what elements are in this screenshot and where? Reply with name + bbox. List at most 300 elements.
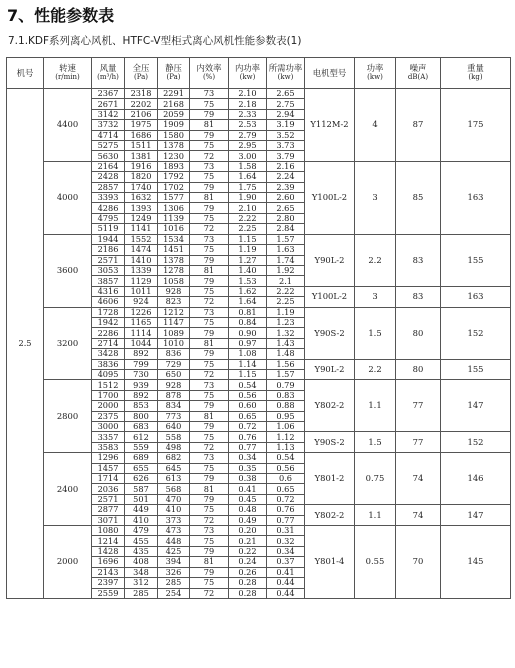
required-power-cell: 0.54 xyxy=(267,453,305,463)
efficiency-cell: 72 xyxy=(190,297,229,307)
airflow-cell: 3857 xyxy=(92,276,125,286)
static-pressure-cell: 1702 xyxy=(158,182,190,192)
noise-cell: 85 xyxy=(396,161,441,234)
static-pressure-cell: 285 xyxy=(158,578,190,588)
internal-power-cell: 0.22 xyxy=(229,546,267,556)
efficiency-cell: 79 xyxy=(190,328,229,338)
efficiency-cell: 73 xyxy=(190,161,229,171)
efficiency-cell: 72 xyxy=(190,151,229,161)
efficiency-cell: 79 xyxy=(190,494,229,504)
section-title: 7、性能参数表 xyxy=(7,6,115,25)
noise-cell: 83 xyxy=(396,286,441,307)
static-pressure-cell: 1147 xyxy=(158,317,190,327)
efficiency-cell: 75 xyxy=(190,359,229,369)
motor-power-cell: 3 xyxy=(355,286,396,307)
internal-power-cell: 2.33 xyxy=(229,109,267,119)
total-pressure-cell: 479 xyxy=(125,526,158,536)
motor-power-cell: 1.5 xyxy=(355,307,396,359)
motor-power-cell: 1.1 xyxy=(355,380,396,432)
header-machine-no: 机号 xyxy=(7,58,44,89)
airflow-cell: 1214 xyxy=(92,536,125,546)
static-pressure-cell: 473 xyxy=(158,526,190,536)
motor-power-cell: 0.75 xyxy=(355,453,396,505)
total-pressure-cell: 1129 xyxy=(125,276,158,286)
airflow-cell: 2857 xyxy=(92,182,125,192)
weight-cell: 163 xyxy=(441,286,511,307)
static-pressure-cell: 558 xyxy=(158,432,190,442)
internal-power-cell: 0.54 xyxy=(229,380,267,390)
speed-cell: 2800 xyxy=(44,380,92,453)
airflow-cell: 2714 xyxy=(92,338,125,348)
airflow-cell: 3357 xyxy=(92,432,125,442)
internal-power-cell: 2.79 xyxy=(229,130,267,140)
noise-cell: 87 xyxy=(396,89,441,162)
weight-cell: 152 xyxy=(441,307,511,359)
total-pressure-cell: 799 xyxy=(125,359,158,369)
total-pressure-cell: 1552 xyxy=(125,234,158,244)
airflow-cell: 3071 xyxy=(92,515,125,525)
static-pressure-cell: 1230 xyxy=(158,151,190,161)
static-pressure-cell: 394 xyxy=(158,557,190,567)
total-pressure-cell: 449 xyxy=(125,505,158,515)
internal-power-cell: 1.75 xyxy=(229,182,267,192)
required-power-cell: 2.22 xyxy=(267,286,305,296)
motor-power-cell: 1.1 xyxy=(355,505,396,526)
required-power-cell: 0.95 xyxy=(267,411,305,421)
total-pressure-cell: 1339 xyxy=(125,265,158,275)
required-power-cell: 1.12 xyxy=(267,432,305,442)
header-motor-model: 电机型号 xyxy=(305,58,355,89)
weight-cell: 147 xyxy=(441,505,511,526)
weight-cell: 175 xyxy=(441,89,511,162)
efficiency-cell: 75 xyxy=(190,172,229,182)
internal-power-cell: 2.18 xyxy=(229,99,267,109)
motor-power-cell: 1.5 xyxy=(355,432,396,453)
motor-model-cell: Y90S-2 xyxy=(305,307,355,359)
total-pressure-cell: 1249 xyxy=(125,213,158,223)
efficiency-cell: 79 xyxy=(190,130,229,140)
speed-cell: 2000 xyxy=(44,526,92,599)
efficiency-cell: 75 xyxy=(190,286,229,296)
airflow-cell: 1728 xyxy=(92,307,125,317)
internal-power-cell: 0.49 xyxy=(229,515,267,525)
static-pressure-cell: 834 xyxy=(158,401,190,411)
efficiency-cell: 75 xyxy=(190,245,229,255)
total-pressure-cell: 1511 xyxy=(125,141,158,151)
efficiency-cell: 75 xyxy=(190,99,229,109)
total-pressure-cell: 435 xyxy=(125,546,158,556)
airflow-cell: 4316 xyxy=(92,286,125,296)
weight-cell: 155 xyxy=(441,234,511,286)
efficiency-cell: 72 xyxy=(190,442,229,452)
total-pressure-cell: 1820 xyxy=(125,172,158,182)
static-pressure-cell: 1306 xyxy=(158,203,190,213)
airflow-cell: 4795 xyxy=(92,213,125,223)
total-pressure-cell: 1393 xyxy=(125,203,158,213)
required-power-cell: 0.88 xyxy=(267,401,305,411)
required-power-cell: 1.13 xyxy=(267,442,305,452)
required-power-cell: 0.37 xyxy=(267,557,305,567)
airflow-cell: 1700 xyxy=(92,390,125,400)
airflow-cell: 4714 xyxy=(92,130,125,140)
airflow-cell: 1428 xyxy=(92,546,125,556)
speed-cell: 4000 xyxy=(44,161,92,234)
static-pressure-cell: 928 xyxy=(158,380,190,390)
header-airflow: 风量 (m³/h) xyxy=(92,58,125,89)
required-power-cell: 1.56 xyxy=(267,359,305,369)
efficiency-cell: 75 xyxy=(190,141,229,151)
total-pressure-cell: 1474 xyxy=(125,245,158,255)
table-row xyxy=(7,380,511,390)
motor-model-cell: Y90S-2 xyxy=(305,432,355,453)
total-pressure-cell: 1011 xyxy=(125,286,158,296)
noise-cell: 74 xyxy=(396,505,441,526)
total-pressure-cell: 1632 xyxy=(125,193,158,203)
airflow-cell: 1296 xyxy=(92,453,125,463)
internal-power-cell: 0.20 xyxy=(229,526,267,536)
static-pressure-cell: 448 xyxy=(158,536,190,546)
internal-power-cell: 1.64 xyxy=(229,297,267,307)
airflow-cell: 2036 xyxy=(92,484,125,494)
total-pressure-cell: 1975 xyxy=(125,120,158,130)
header-total-pressure: 全压 (Pa) xyxy=(125,58,158,89)
internal-power-cell: 0.45 xyxy=(229,494,267,504)
static-pressure-cell: 1278 xyxy=(158,265,190,275)
efficiency-cell: 72 xyxy=(190,369,229,379)
motor-model-cell: Y90L-2 xyxy=(305,359,355,380)
motor-power-cell: 0.55 xyxy=(355,526,396,599)
weight-cell: 155 xyxy=(441,359,511,380)
efficiency-cell: 73 xyxy=(190,234,229,244)
motor-power-cell: 3 xyxy=(355,161,396,234)
efficiency-cell: 79 xyxy=(190,349,229,359)
static-pressure-cell: 1893 xyxy=(158,161,190,171)
required-power-cell: 1.57 xyxy=(267,234,305,244)
internal-power-cell: 1.15 xyxy=(229,369,267,379)
header-noise: 噪声 dB(A) xyxy=(396,58,441,89)
airflow-cell: 5630 xyxy=(92,151,125,161)
total-pressure-cell: 285 xyxy=(125,588,158,598)
internal-power-cell: 1.90 xyxy=(229,193,267,203)
total-pressure-cell: 348 xyxy=(125,567,158,577)
required-power-cell: 0.79 xyxy=(267,380,305,390)
total-pressure-cell: 626 xyxy=(125,474,158,484)
static-pressure-cell: 1451 xyxy=(158,245,190,255)
internal-power-cell: 2.22 xyxy=(229,213,267,223)
total-pressure-cell: 1410 xyxy=(125,255,158,265)
weight-cell: 145 xyxy=(441,526,511,599)
static-pressure-cell: 2291 xyxy=(158,89,190,99)
total-pressure-cell: 2202 xyxy=(125,99,158,109)
required-power-cell: 0.31 xyxy=(267,526,305,536)
airflow-cell: 4095 xyxy=(92,369,125,379)
noise-cell: 80 xyxy=(396,307,441,359)
required-power-cell: 1.43 xyxy=(267,338,305,348)
efficiency-cell: 73 xyxy=(190,453,229,463)
total-pressure-cell: 800 xyxy=(125,411,158,421)
total-pressure-cell: 455 xyxy=(125,536,158,546)
total-pressure-cell: 683 xyxy=(125,422,158,432)
required-power-cell: 1.74 xyxy=(267,255,305,265)
total-pressure-cell: 924 xyxy=(125,297,158,307)
static-pressure-cell: 645 xyxy=(158,463,190,473)
internal-power-cell: 2.25 xyxy=(229,224,267,234)
required-power-cell: 0.56 xyxy=(267,463,305,473)
airflow-cell: 2877 xyxy=(92,505,125,515)
total-pressure-cell: 1044 xyxy=(125,338,158,348)
efficiency-cell: 79 xyxy=(190,203,229,213)
internal-power-cell: 0.48 xyxy=(229,505,267,515)
required-power-cell: 2.39 xyxy=(267,182,305,192)
required-power-cell: 1.48 xyxy=(267,349,305,359)
static-pressure-cell: 650 xyxy=(158,369,190,379)
motor-model-cell: Y90L-2 xyxy=(305,234,355,286)
airflow-cell: 2143 xyxy=(92,567,125,577)
speed-cell: 3600 xyxy=(44,234,92,307)
efficiency-cell: 79 xyxy=(190,474,229,484)
efficiency-cell: 81 xyxy=(190,193,229,203)
total-pressure-cell: 410 xyxy=(125,515,158,525)
motor-model-cell: Y100L-2 xyxy=(305,161,355,234)
required-power-cell: 3.79 xyxy=(267,151,305,161)
efficiency-cell: 79 xyxy=(190,182,229,192)
required-power-cell: 2.1 xyxy=(267,276,305,286)
airflow-cell: 1942 xyxy=(92,317,125,327)
required-power-cell: 0.41 xyxy=(267,567,305,577)
motor-model-cell: Y802-2 xyxy=(305,380,355,432)
static-pressure-cell: 1378 xyxy=(158,141,190,151)
required-power-cell: 0.72 xyxy=(267,494,305,504)
static-pressure-cell: 1212 xyxy=(158,307,190,317)
motor-model-cell: Y801-2 xyxy=(305,453,355,505)
static-pressure-cell: 1909 xyxy=(158,120,190,130)
efficiency-cell: 72 xyxy=(190,224,229,234)
total-pressure-cell: 2318 xyxy=(125,89,158,99)
total-pressure-cell: 501 xyxy=(125,494,158,504)
motor-model-cell: Y100L-2 xyxy=(305,286,355,307)
internal-power-cell: 2.95 xyxy=(229,141,267,151)
internal-power-cell: 1.40 xyxy=(229,265,267,275)
efficiency-cell: 81 xyxy=(190,338,229,348)
internal-power-cell: 0.28 xyxy=(229,588,267,598)
table-header-row xyxy=(7,58,511,89)
required-power-cell: 0.77 xyxy=(267,515,305,525)
internal-power-cell: 1.53 xyxy=(229,276,267,286)
internal-power-cell: 1.62 xyxy=(229,286,267,296)
airflow-cell: 3583 xyxy=(92,442,125,452)
speed-cell: 3200 xyxy=(44,307,92,380)
total-pressure-cell: 312 xyxy=(125,578,158,588)
efficiency-cell: 73 xyxy=(190,380,229,390)
internal-power-cell: 0.41 xyxy=(229,484,267,494)
efficiency-cell: 81 xyxy=(190,484,229,494)
total-pressure-cell: 1165 xyxy=(125,317,158,327)
static-pressure-cell: 613 xyxy=(158,474,190,484)
static-pressure-cell: 836 xyxy=(158,349,190,359)
airflow-cell: 3393 xyxy=(92,193,125,203)
internal-power-cell: 1.08 xyxy=(229,349,267,359)
total-pressure-cell: 1916 xyxy=(125,161,158,171)
efficiency-cell: 81 xyxy=(190,411,229,421)
required-power-cell: 0.83 xyxy=(267,390,305,400)
static-pressure-cell: 568 xyxy=(158,484,190,494)
weight-cell: 147 xyxy=(441,380,511,432)
required-power-cell: 1.57 xyxy=(267,369,305,379)
efficiency-cell: 75 xyxy=(190,390,229,400)
motor-power-cell: 2.2 xyxy=(355,234,396,286)
internal-power-cell: 0.84 xyxy=(229,317,267,327)
static-pressure-cell: 1580 xyxy=(158,130,190,140)
efficiency-cell: 79 xyxy=(190,567,229,577)
total-pressure-cell: 892 xyxy=(125,390,158,400)
noise-cell: 77 xyxy=(396,432,441,453)
airflow-cell: 1080 xyxy=(92,526,125,536)
static-pressure-cell: 1378 xyxy=(158,255,190,265)
internal-power-cell: 0.56 xyxy=(229,390,267,400)
internal-power-cell: 1.14 xyxy=(229,359,267,369)
airflow-cell: 1457 xyxy=(92,463,125,473)
header-static-pressure: 静压 (Pa) xyxy=(158,58,190,89)
noise-cell: 83 xyxy=(396,234,441,286)
static-pressure-cell: 1792 xyxy=(158,172,190,182)
airflow-cell: 1512 xyxy=(92,380,125,390)
internal-power-cell: 0.76 xyxy=(229,432,267,442)
efficiency-cell: 72 xyxy=(190,588,229,598)
static-pressure-cell: 1534 xyxy=(158,234,190,244)
airflow-cell: 2559 xyxy=(92,588,125,598)
airflow-cell: 2397 xyxy=(92,578,125,588)
static-pressure-cell: 773 xyxy=(158,411,190,421)
internal-power-cell: 0.81 xyxy=(229,307,267,317)
efficiency-cell: 79 xyxy=(190,109,229,119)
efficiency-cell: 75 xyxy=(190,536,229,546)
static-pressure-cell: 1058 xyxy=(158,276,190,286)
airflow-cell: 5275 xyxy=(92,141,125,151)
static-pressure-cell: 928 xyxy=(158,286,190,296)
speed-cell: 2400 xyxy=(44,453,92,526)
static-pressure-cell: 498 xyxy=(158,442,190,452)
efficiency-cell: 73 xyxy=(190,307,229,317)
required-power-cell: 3.52 xyxy=(267,130,305,140)
airflow-cell: 2428 xyxy=(92,172,125,182)
airflow-cell: 2571 xyxy=(92,494,125,504)
airflow-cell: 3053 xyxy=(92,265,125,275)
motor-model-cell: Y801-4 xyxy=(305,526,355,599)
static-pressure-cell: 823 xyxy=(158,297,190,307)
required-power-cell: 0.44 xyxy=(267,578,305,588)
efficiency-cell: 75 xyxy=(190,213,229,223)
total-pressure-cell: 559 xyxy=(125,442,158,452)
table-row xyxy=(7,307,511,317)
efficiency-cell: 79 xyxy=(190,255,229,265)
airflow-cell: 5119 xyxy=(92,224,125,234)
efficiency-cell: 81 xyxy=(190,557,229,567)
internal-power-cell: 1.64 xyxy=(229,172,267,182)
internal-power-cell: 0.35 xyxy=(229,463,267,473)
motor-power-cell: 2.2 xyxy=(355,359,396,380)
internal-power-cell: 0.26 xyxy=(229,567,267,577)
efficiency-cell: 81 xyxy=(190,265,229,275)
efficiency-cell: 73 xyxy=(190,89,229,99)
static-pressure-cell: 878 xyxy=(158,390,190,400)
total-pressure-cell: 612 xyxy=(125,432,158,442)
motor-model-cell: Y802-2 xyxy=(305,505,355,526)
efficiency-cell: 75 xyxy=(190,317,229,327)
required-power-cell: 0.65 xyxy=(267,484,305,494)
required-power-cell: 0.76 xyxy=(267,505,305,515)
table-title: 7.1.KDF系列离心风机、HTFC-V型柜式离心风机性能参数表(1) xyxy=(8,35,302,47)
machine-no-cell: 2.5 xyxy=(7,89,44,599)
weight-cell: 152 xyxy=(441,432,511,453)
required-power-cell: 2.24 xyxy=(267,172,305,182)
header-internal-power: 内功率 (kw) xyxy=(229,58,267,89)
required-power-cell: 2.60 xyxy=(267,193,305,203)
required-power-cell: 3.19 xyxy=(267,120,305,130)
required-power-cell: 2.75 xyxy=(267,99,305,109)
required-power-cell: 2.16 xyxy=(267,161,305,171)
weight-cell: 146 xyxy=(441,453,511,505)
total-pressure-cell: 853 xyxy=(125,401,158,411)
noise-cell: 80 xyxy=(396,359,441,380)
internal-power-cell: 0.21 xyxy=(229,536,267,546)
internal-power-cell: 1.19 xyxy=(229,245,267,255)
efficiency-cell: 81 xyxy=(190,120,229,130)
noise-cell: 77 xyxy=(396,380,441,432)
internal-power-cell: 2.53 xyxy=(229,120,267,130)
internal-power-cell: 0.38 xyxy=(229,474,267,484)
static-pressure-cell: 1016 xyxy=(158,224,190,234)
internal-power-cell: 0.65 xyxy=(229,411,267,421)
efficiency-cell: 75 xyxy=(190,463,229,473)
static-pressure-cell: 2059 xyxy=(158,109,190,119)
airflow-cell: 2571 xyxy=(92,255,125,265)
required-power-cell: 2.94 xyxy=(267,109,305,119)
static-pressure-cell: 1577 xyxy=(158,193,190,203)
static-pressure-cell: 729 xyxy=(158,359,190,369)
table-row xyxy=(7,526,511,536)
header-required-power: 所需功率 (kw) xyxy=(267,58,305,89)
airflow-cell: 2375 xyxy=(92,411,125,421)
required-power-cell: 1.92 xyxy=(267,265,305,275)
total-pressure-cell: 587 xyxy=(125,484,158,494)
total-pressure-cell: 939 xyxy=(125,380,158,390)
internal-power-cell: 0.28 xyxy=(229,578,267,588)
internal-power-cell: 1.15 xyxy=(229,234,267,244)
airflow-cell: 3142 xyxy=(92,109,125,119)
efficiency-cell: 75 xyxy=(190,578,229,588)
required-power-cell: 1.63 xyxy=(267,245,305,255)
airflow-cell: 3732 xyxy=(92,120,125,130)
total-pressure-cell: 1226 xyxy=(125,307,158,317)
efficiency-cell: 73 xyxy=(190,526,229,536)
total-pressure-cell: 1686 xyxy=(125,130,158,140)
static-pressure-cell: 425 xyxy=(158,546,190,556)
airflow-cell: 3836 xyxy=(92,359,125,369)
required-power-cell: 1.19 xyxy=(267,307,305,317)
airflow-cell: 2286 xyxy=(92,328,125,338)
header-motor-power: 功率 (kw) xyxy=(355,58,396,89)
required-power-cell: 2.65 xyxy=(267,203,305,213)
static-pressure-cell: 2168 xyxy=(158,99,190,109)
efficiency-cell: 79 xyxy=(190,546,229,556)
required-power-cell: 2.84 xyxy=(267,224,305,234)
required-power-cell: 1.23 xyxy=(267,317,305,327)
internal-power-cell: 0.72 xyxy=(229,422,267,432)
required-power-cell: 2.80 xyxy=(267,213,305,223)
total-pressure-cell: 1114 xyxy=(125,328,158,338)
airflow-cell: 1714 xyxy=(92,474,125,484)
required-power-cell: 1.32 xyxy=(267,328,305,338)
